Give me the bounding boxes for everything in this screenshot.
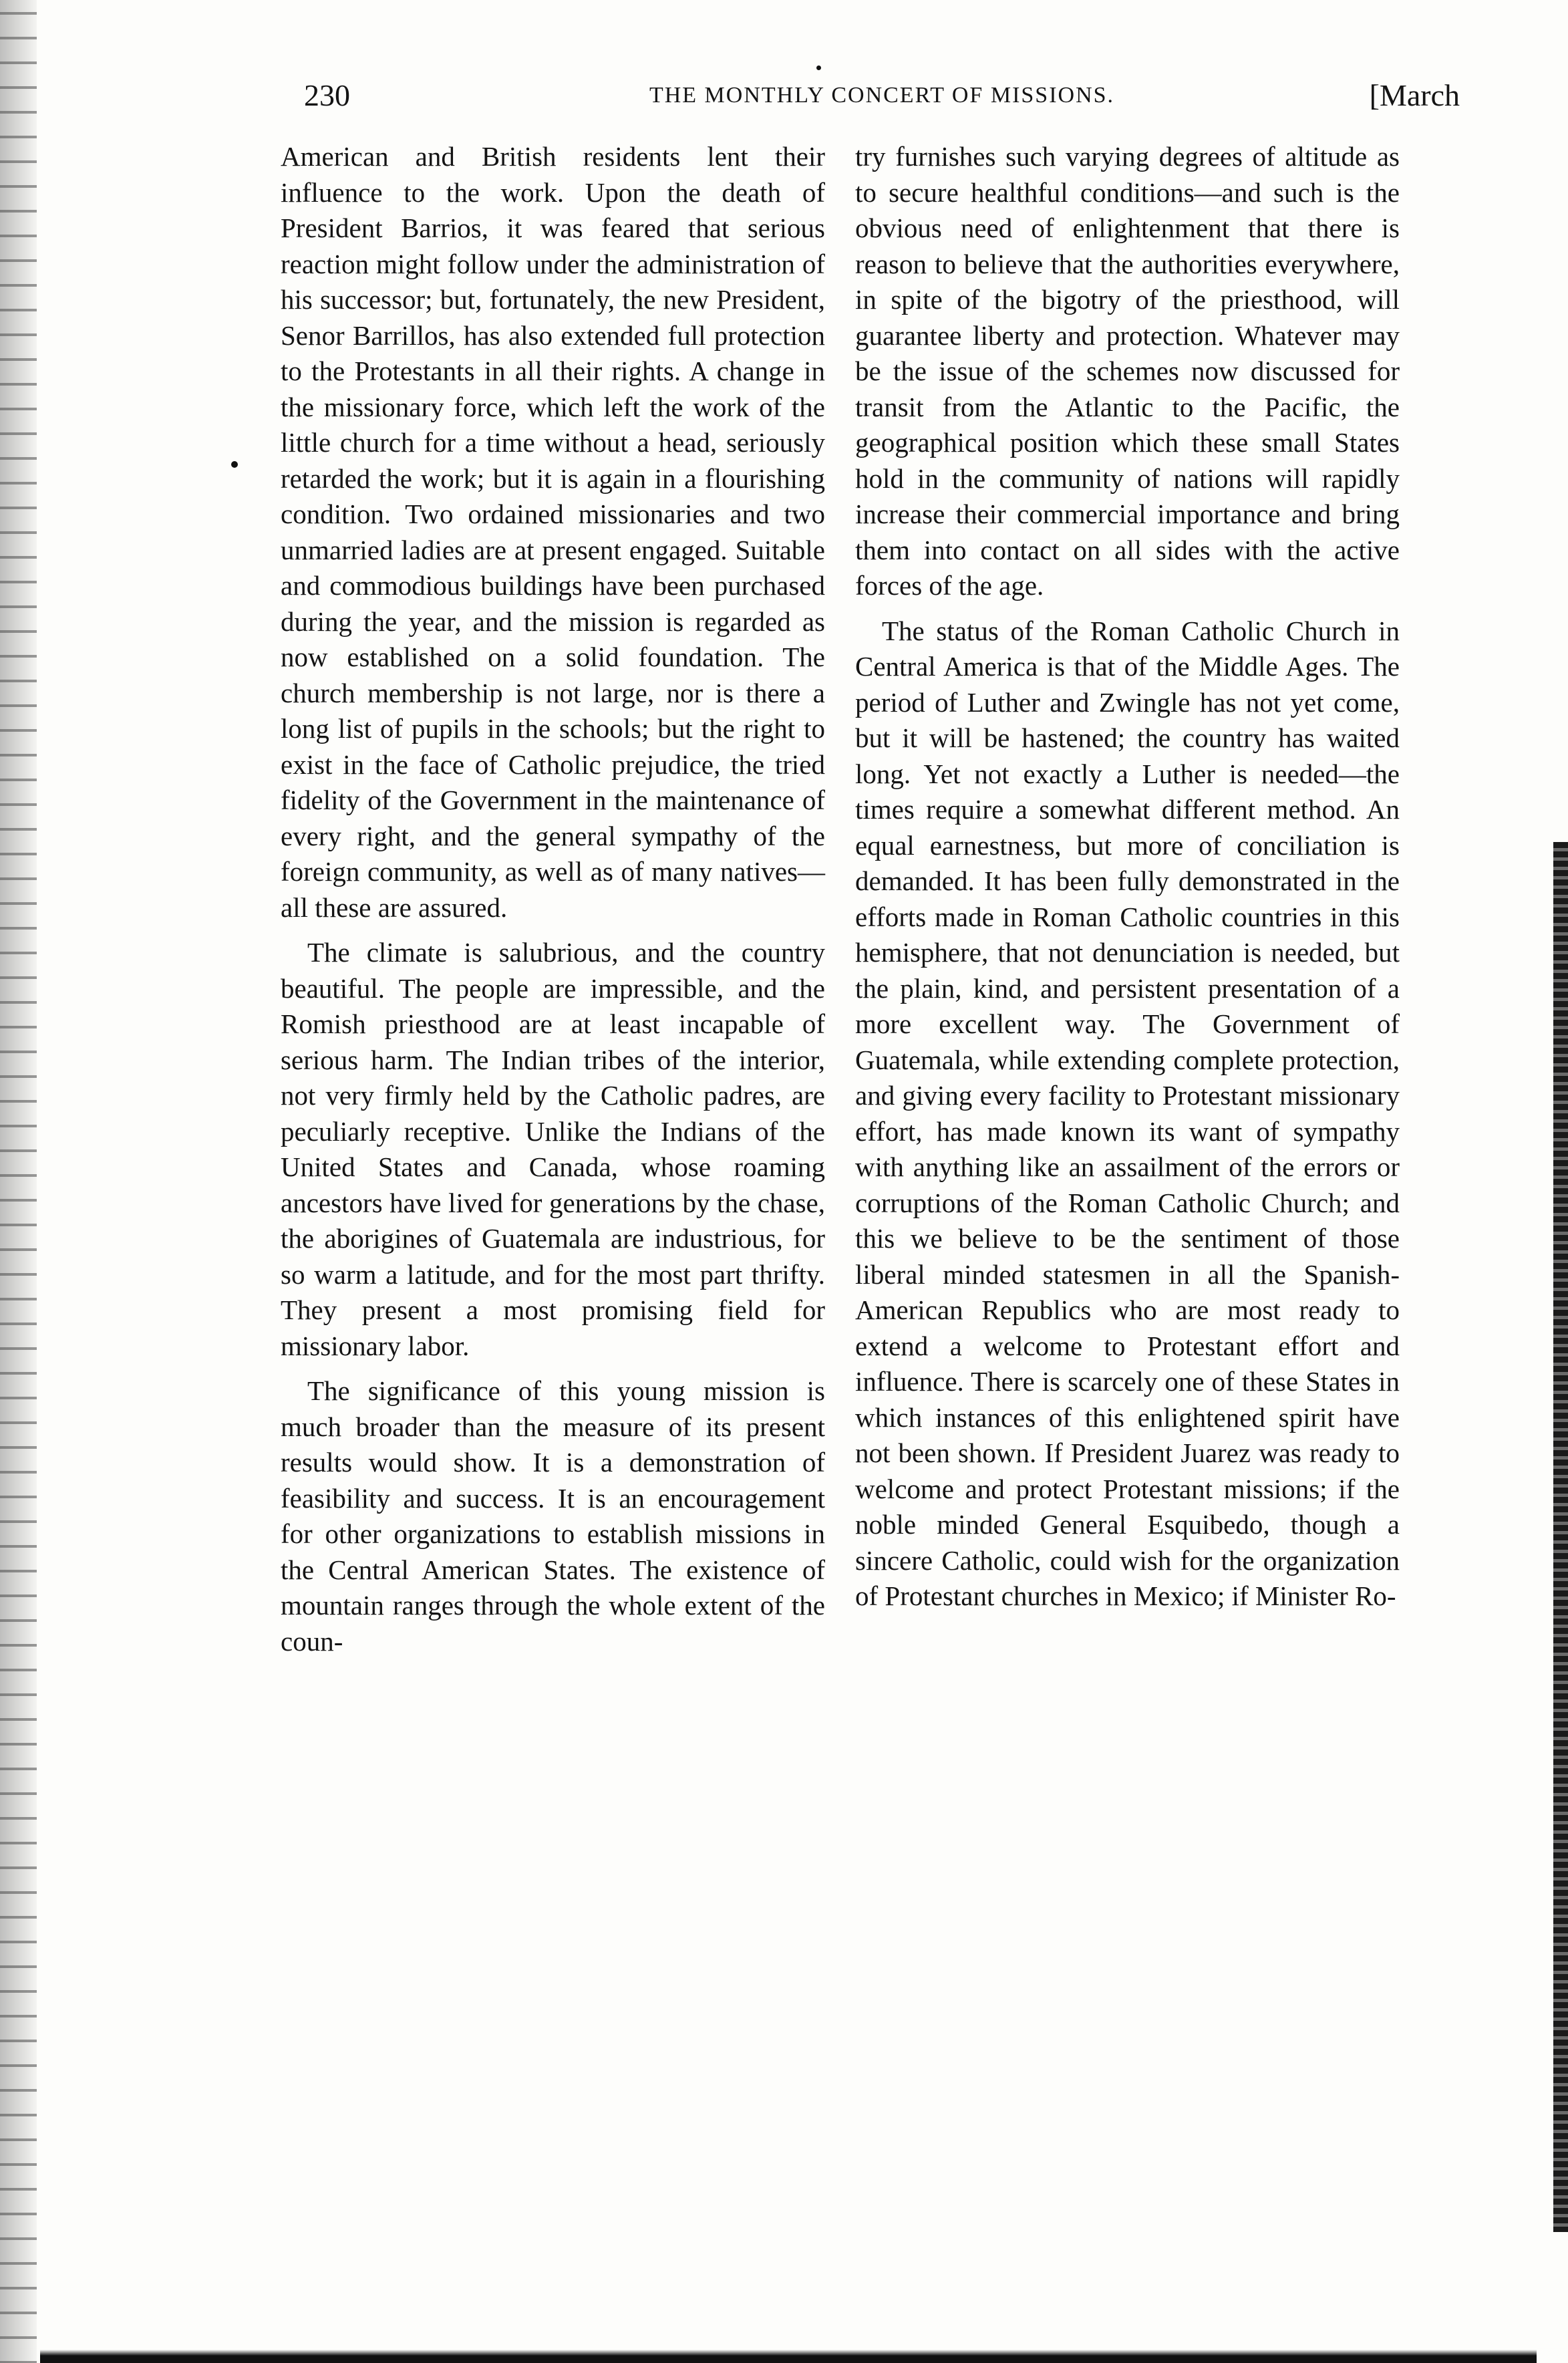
paragraph: try furnishes such varying degrees of altitude as to secure healthful conditions—and such is the obvious need of enlightenment that there is reason to believe that the authorities everywhere, in spite of the bigotry of the priesthood, will guarantee liberty and protection. Whatever may be the issue of the schemes now discussed for transit from the Atlantic to the Pacific, the geographical position which these small States hold in the community of nations will rapidly increase their commercial importance and bring them into contact on all sides with the active forces of the age. (855, 141, 1400, 601)
running-head (304, 72, 1460, 119)
running-title: THE MONTHLY CONCERT OF MISSIONS. (649, 83, 1115, 108)
scan-shadow-right (1553, 842, 1568, 2232)
paragraph: The status of the Roman Catholic Church in Central America is that of the Middle Ages. The period of Luther and Zwingle has not yet come, but it will be hastened; the country has waited long. Yet not exactly a Luther is needed—the times require a somewhat different method. An equal earnestness, but more of conciliation is demanded. It has been fully demonstrated in the efforts made in Roman Catholic countries in this hemisphere, that not denunciation is needed, but the plain, kind, and persistent presentation of a more excellent way. The Government of Guatemala, while extending complete protection, and giving every facility to Protestant missionary effort, has made known its want of sympathy with anything like an assailment of the errors or corruptions of the Roman Catholic Church; and this we believe to be the sentiment of those liberal minded statesmen in all the Spanish-American Republics who are most ready to extend a welcome to Protestant effort and influence. There is scarcely one of these States in which instances of this enlightened spirit have not been shown. If President Juarez was ready to welcome and protect Protestant missions; if the noble minded General Esquibedo, though a sincere Catholic, could wish for the organization of Protestant churches in Mexico; if Minister Ro- (855, 615, 1400, 1611)
paragraph: American and British residents lent their influence to the work. Upon the death of President Barrios, it was feared that serious reaction might follow under the administration of his successor; but, fortunately, the new President, Senor Barrillos, has also extended full protection to the Protestants in all their rights. A change in the missionary force, which left the work of the little church for a time without a head, seriously retarded the work; but it is again in a flourishing condition. Two ordained missionaries and two unmarried ladies are at present engaged. Suitable and commodious buildings have been purchased during the year, and the mission is regarded as now established on a solid foundation. The church membership is not large, nor is there a long list of pupils in the schools; but the right to exist in the face of Catholic prejudice, the tried fidelity of the Government in the maintenance of every right, and the general sympathy of the foreign community, as well as of many natives—all these are assured. (281, 141, 825, 923)
page-number: 230 (304, 78, 350, 112)
right-column (855, 139, 1400, 1615)
left-column (281, 139, 825, 1659)
ink-speck (816, 65, 821, 70)
ink-speck (231, 461, 238, 468)
running-month: [March (1369, 78, 1460, 112)
scan-shadow-left (0, 0, 37, 2363)
paragraph: The climate is salubrious, and the country beautiful. The people are impressible, and the Romish priesthood are at least incapable of serious harm. The Indian tribes of the interior, not very firmly held by the Catholic padres, are peculiarly receptive. Unlike the Indians of the United States and Canada, whose roaming ancestors have lived for generations by the chase, the aborigines of Guatemala are industrious, for so warm a latitude, and for the most part thrifty. They present a most promising field for missionary labor. (281, 937, 825, 1361)
paragraph: The significance of this young mission is much broader than the measure of its present results would show. It is a demonstration of feasibility and success. It is an encouragement for other organizations to establish missions in the Central American States. The existence of mountain ranges through the whole extent of the coun- (281, 1375, 825, 1657)
scan-shadow-bottom (40, 2350, 1537, 2363)
